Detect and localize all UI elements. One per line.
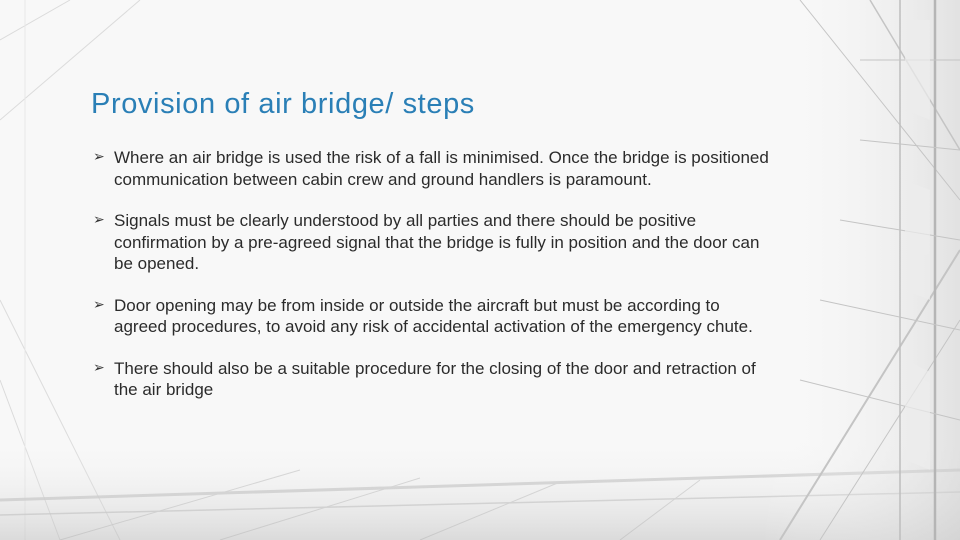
bullet-text: There should also be a suitable procedure for the closing of the door and retraction of the air bridge (114, 358, 756, 399)
arrow-bullet-icon: ➢ (93, 359, 105, 376)
arrow-bullet-icon: ➢ (93, 212, 105, 228)
list-item (93, 210, 773, 275)
bullet-text: Signals must be clearly understood by all parties and there should be positive confirmation by a pre-agreed signal that the bridge is fully in position and the door can be opened. (114, 211, 760, 273)
list-item (93, 358, 773, 401)
arrow-bullet-icon: ➢ (93, 149, 105, 165)
list-item (93, 295, 773, 338)
list-item (93, 147, 773, 190)
slide-title: Provision of air bridge/ steps (91, 88, 475, 120)
bullet-text: Door opening may be from inside or outside the aircraft but must be according to agreed procedures, to avoid any risk of accidental activation of the emergency chute. (114, 295, 753, 336)
bullet-list (93, 147, 773, 421)
arrow-bullet-icon: ➢ (93, 296, 105, 313)
bullet-text: Where an air bridge is used the risk of a fall is minimised. Once the bridge is positioned communication between cabin crew and ground handlers is paramount. (114, 148, 769, 189)
